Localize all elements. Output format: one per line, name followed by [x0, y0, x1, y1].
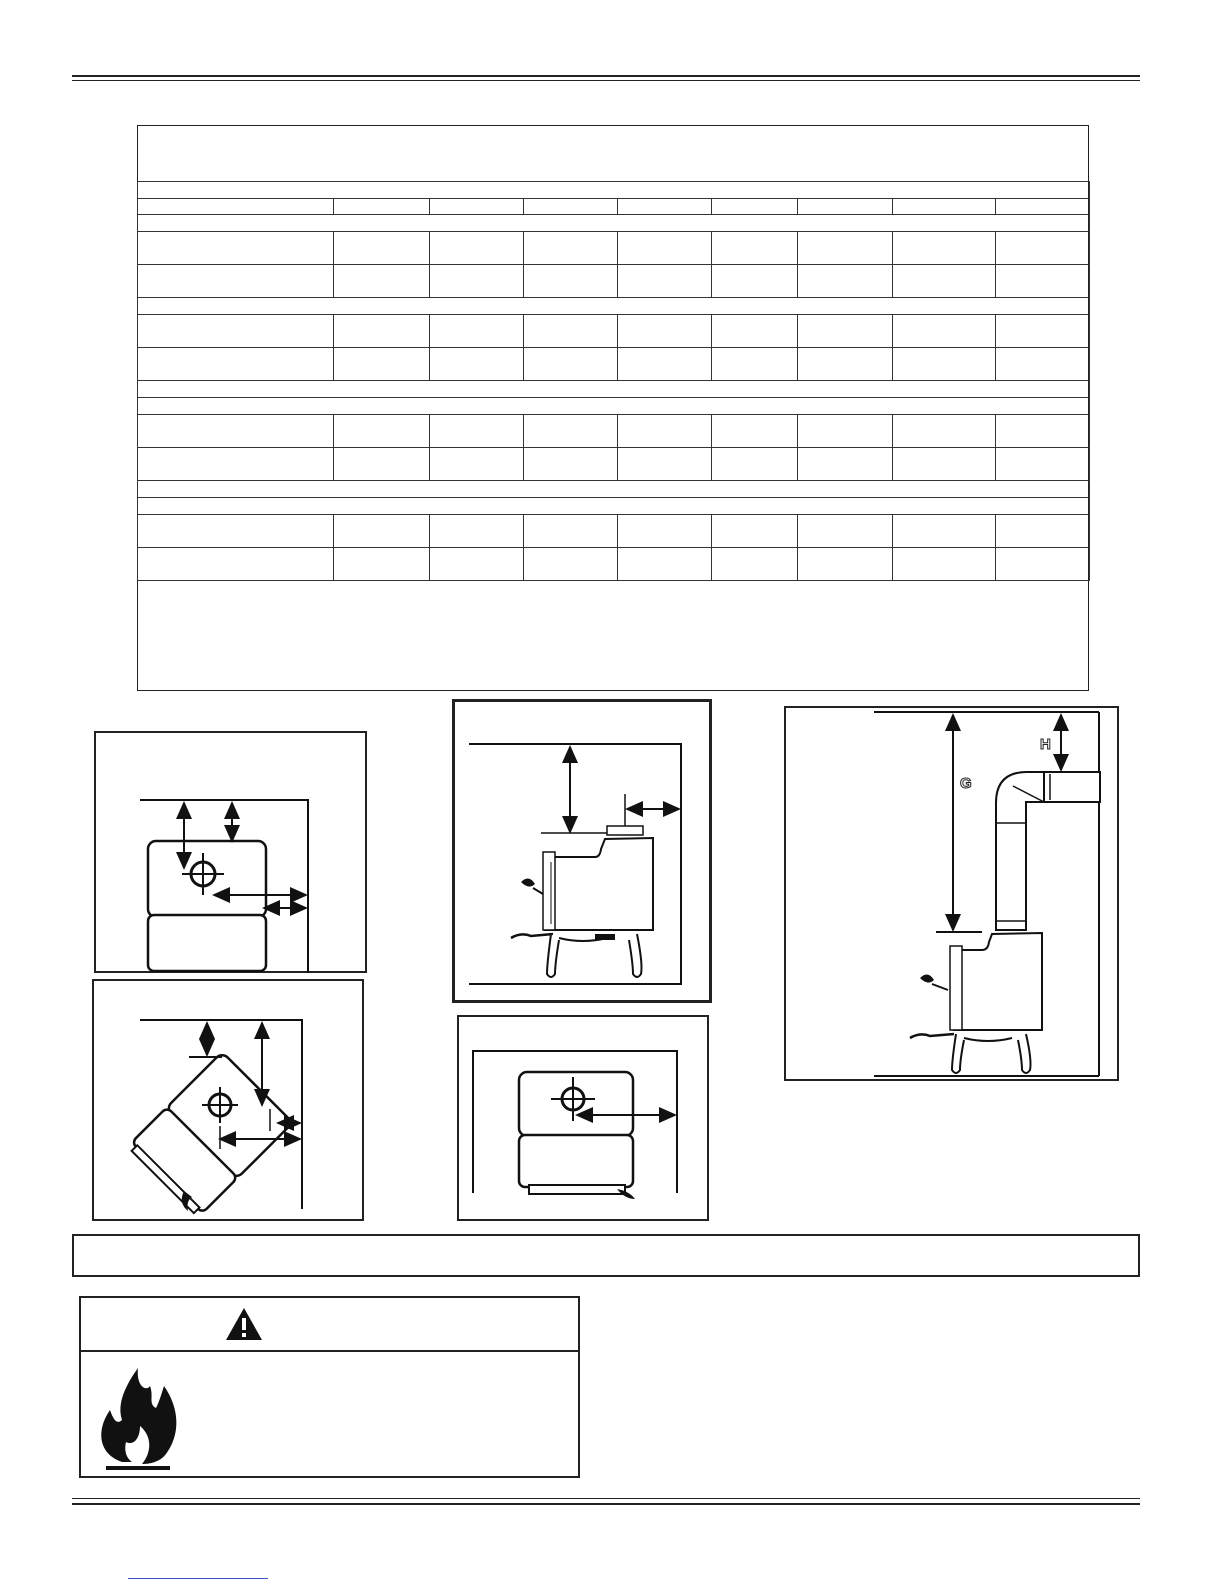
table-section-row: [138, 481, 1090, 498]
table-row: [138, 315, 1090, 348]
stove-chimney-drawing: [786, 708, 1121, 1083]
footer-rule-bottom: [72, 1503, 1140, 1505]
stove-alcove-drawing: [459, 1017, 711, 1223]
figure-alcove-top-view: [457, 1015, 709, 1221]
table-row: [138, 415, 1090, 448]
table-section-row: [138, 298, 1090, 315]
footer-link-underline[interactable]: [128, 1578, 268, 1579]
table-header-row: [138, 199, 1090, 215]
note-box: [72, 1234, 1140, 1277]
table-section-row: [138, 498, 1090, 515]
table-section-row: [138, 381, 1090, 398]
figure-side-view: [452, 699, 712, 1003]
table-row: [138, 265, 1090, 298]
dimension-label-g: G: [960, 775, 972, 792]
table-section-row: [138, 398, 1090, 415]
footer-rule-top: [72, 1498, 1140, 1499]
table-row: [138, 515, 1090, 548]
stove-side-view-drawing: [455, 702, 715, 1006]
warning-triangle-icon: [224, 1306, 264, 1342]
warning-header: [80, 1300, 580, 1352]
stove-corner-view-drawing: [94, 981, 366, 1223]
clearance-table: [137, 181, 1090, 581]
table-row: [138, 232, 1090, 265]
table-row: [138, 348, 1090, 381]
table-row: [138, 548, 1090, 581]
table-section-row: [138, 182, 1090, 199]
stove-top-view-drawing: [96, 733, 369, 975]
header-rule-top: [72, 75, 1140, 77]
figure-top-view-parallel: [94, 731, 367, 973]
header-rule-bottom: [72, 80, 1140, 81]
figure-top-view-corner: [92, 979, 364, 1221]
fire-hazard-icon: [92, 1362, 182, 1474]
dimension-label-h: H: [1040, 736, 1051, 753]
figure-chimney-elevation: [784, 706, 1119, 1081]
table-section-row: [138, 215, 1090, 232]
table-row: [138, 448, 1090, 481]
